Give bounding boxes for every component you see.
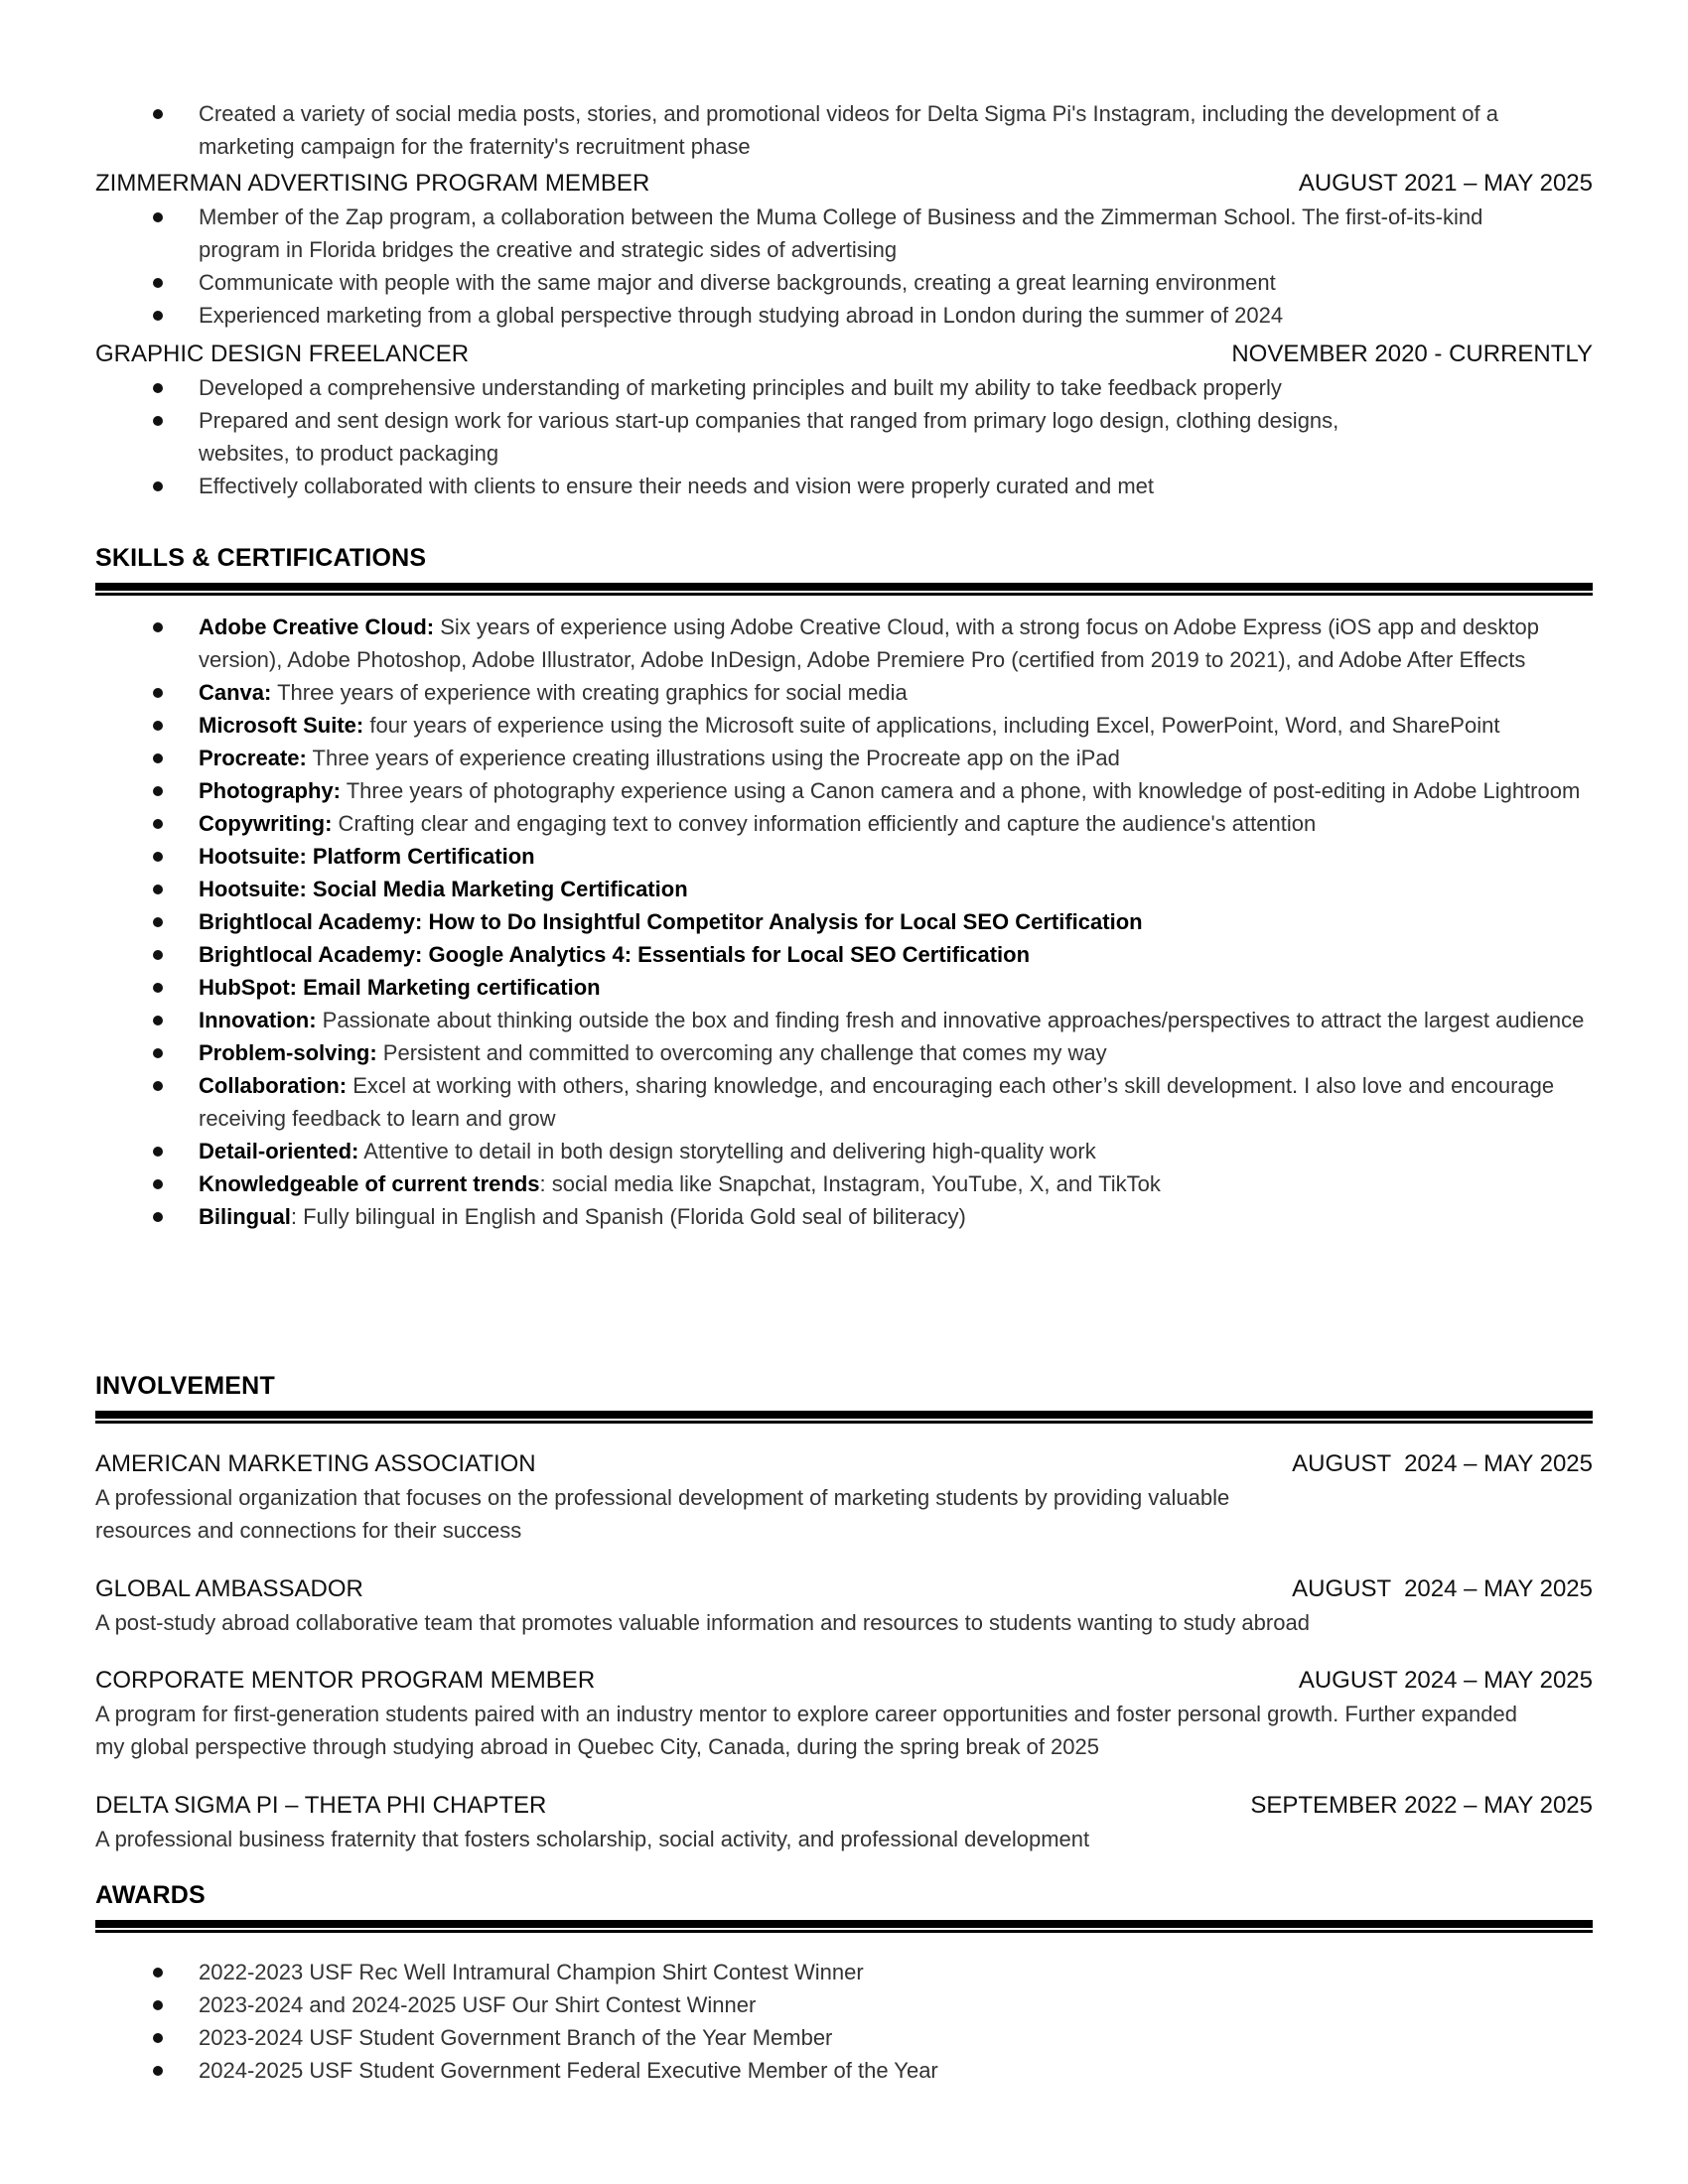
role-date: NOVEMBER 2020 - CURRENTLY — [1231, 341, 1593, 367]
skill-item — [95, 807, 1593, 840]
role-title: CORPORATE MENTOR PROGRAM MEMBER — [95, 1667, 596, 1694]
role-header — [95, 1572, 1593, 1606]
skills-list — [95, 611, 1593, 1233]
involvement-description: A professional organization that focuses on the professional development of marketing students by providing valuable resources and connections for their success — [95, 1485, 1230, 1543]
skill-description: four years of experience using the Microsoft suite of applications, including Excel, PowerPoint, Word, and SharePoint — [363, 713, 1500, 738]
skill-item — [95, 840, 1593, 873]
skill-label: Innovation: — [199, 1008, 317, 1032]
role-title: AMERICAN MARKETING ASSOCIATION — [95, 1450, 536, 1477]
involvement-description: A program for first-generation students paired with an industry mentor to explore career opportunities and foster personal growth. Further expanded my global perspective through studying abroad in Quebec City, Canada, during the spring break of 2025 — [95, 1702, 1517, 1759]
skill-label: Brightlocal Academy: Google Analytics 4: Essentials for Local SEO Certification — [199, 942, 1031, 967]
list-item: Member of the Zap program, a collaboration between the Muma College of Business and the Zimmerman School. The first-of-its-kind program in Florida bridges the creative and strategic sides of advertising — [95, 201, 1593, 266]
role-header — [95, 1664, 1593, 1698]
skill-label: Canva: — [199, 680, 272, 705]
skill-label: Photography: — [199, 778, 341, 803]
skill-label: Procreate: — [199, 746, 307, 770]
skill-item — [95, 1167, 1593, 1200]
top-continuation — [95, 97, 1593, 163]
skill-item — [95, 709, 1593, 742]
skills-section — [95, 544, 1593, 1233]
involvement-item — [95, 1789, 1593, 1855]
skill-label: Bilingual — [199, 1204, 291, 1229]
skill-label: Microsoft Suite: — [199, 713, 364, 738]
role-date: SEPTEMBER 2022 – MAY 2025 — [1250, 1792, 1593, 1819]
experience-zimmerman — [95, 167, 1593, 332]
skill-description: Attentive to detail in both design storytelling and delivering high-quality work — [358, 1139, 1096, 1163]
role-title: GRAPHIC DESIGN FREELANCER — [95, 341, 470, 367]
list-item: 2023-2024 USF Student Government Branch of the Year Member — [95, 2021, 1593, 2054]
skill-description: : Fully bilingual in English and Spanish (Florida Gold seal of biliteracy) — [290, 1204, 966, 1229]
role-header — [95, 338, 1593, 371]
role-date: AUGUST 2024 – MAY 2025 — [1292, 1575, 1593, 1602]
list-item: Prepared and sent design work for various start-up companies that ranged from primary logo design, clothing designs, websites, to product packaging — [95, 404, 1593, 470]
role-header — [95, 1789, 1593, 1823]
experience-freelancer — [95, 338, 1593, 502]
skill-label: Adobe Creative Cloud: — [199, 614, 435, 639]
skill-description: Three years of experience with creating graphics for social media — [271, 680, 908, 705]
skill-item — [95, 1069, 1593, 1135]
skill-item — [95, 938, 1593, 971]
role-title: ZIMMERMAN ADVERTISING PROGRAM MEMBER — [95, 170, 650, 197]
skill-label: Problem-solving: — [199, 1040, 377, 1065]
skill-item — [95, 905, 1593, 938]
skill-item — [95, 1135, 1593, 1167]
role-header — [95, 1447, 1593, 1481]
skill-item — [95, 873, 1593, 905]
role-header — [95, 167, 1593, 201]
list-item: Communicate with people with the same major and diverse backgrounds, creating a great learning environment — [95, 266, 1593, 299]
section-heading: INVOLVEMENT — [95, 1372, 275, 1400]
section-divider — [95, 583, 1593, 597]
skill-description: Six years of experience using Adobe Creative Cloud, with a strong focus on Adobe Express (iOS app and desktop version), Adobe Photoshop, Adobe Illustrator, Adobe InDesign, Adobe Premiere Pro (certified from 2019 to 2021), and Adobe After Effects — [199, 614, 1540, 672]
skill-description: Crafting clear and engaging text to convey information efficiently and capture the audience's attention — [332, 811, 1317, 836]
role-date: AUGUST 2024 – MAY 2025 — [1298, 1667, 1593, 1694]
section-divider — [95, 1920, 1593, 1934]
role-title: DELTA SIGMA PI – THETA PHI CHAPTER — [95, 1792, 547, 1819]
skill-item — [95, 774, 1593, 807]
list-item: 2024-2025 USF Student Government Federal Executive Member of the Year — [95, 2054, 1593, 2087]
section-divider — [95, 1411, 1593, 1425]
involvement-description: A professional business fraternity that fosters scholarship, social activity, and professional development — [95, 1827, 1090, 1851]
skill-item — [95, 742, 1593, 774]
skill-item — [95, 1036, 1593, 1069]
list-item: 2022-2023 USF Rec Well Intramural Champion Shirt Contest Winner — [95, 1956, 1593, 1988]
skill-label: Brightlocal Academy: How to Do Insightful Competitor Analysis for Local SEO Certification — [199, 909, 1143, 934]
skill-label: Hootsuite: Platform Certification — [199, 844, 535, 869]
skill-item — [95, 1004, 1593, 1036]
list-item: Created a variety of social media posts, stories, and promotional videos for Delta Sigma Pi's Instagram, including the development of a marketing campaign for the fraternity's recruitment phase — [95, 97, 1565, 163]
section-heading: SKILLS & CERTIFICATIONS — [95, 544, 427, 572]
list-item: Experienced marketing from a global perspective through studying abroad in London during the summer of 2024 — [95, 299, 1593, 332]
skill-label: Detail-oriented: — [199, 1139, 359, 1163]
list-item: Effectively collaborated with clients to ensure their needs and vision were properly curated and met — [95, 470, 1593, 502]
skill-item — [95, 611, 1593, 676]
involvement-section — [95, 1372, 1593, 1425]
skill-label: Knowledgeable of current trends — [199, 1171, 540, 1196]
involvement-description: A post-study abroad collaborative team that promotes valuable information and resources to students wanting to study abroad — [95, 1610, 1310, 1635]
skill-item — [95, 676, 1593, 709]
skill-item — [95, 971, 1593, 1004]
skill-description: : social media like Snapchat, Instagram, YouTube, X, and TikTok — [539, 1171, 1161, 1196]
list-item: Developed a comprehensive understanding of marketing principles and built my ability to take feedback properly — [95, 371, 1593, 404]
awards-section — [95, 1881, 1593, 2087]
skill-description: Three years of photography experience using a Canon camera and a phone, with knowledge of post-editing in Adobe Lightroom — [341, 778, 1581, 803]
skill-label: Collaboration: — [199, 1073, 348, 1098]
skill-description: Three years of experience creating illustrations using the Procreate app on the iPad — [306, 746, 1120, 770]
involvement-item — [95, 1572, 1593, 1639]
skill-description: Passionate about thinking outside the box and finding fresh and innovative approaches/perspectives to attract the largest audience — [316, 1008, 1585, 1032]
skill-label: Copywriting: — [199, 811, 333, 836]
involvement-item — [95, 1664, 1593, 1763]
skill-label: Hootsuite: Social Media Marketing Certification — [199, 877, 688, 901]
skill-description: Persistent and committed to overcoming any challenge that comes my way — [376, 1040, 1107, 1065]
skill-label: HubSpot: Email Marketing certification — [199, 975, 601, 1000]
role-date: AUGUST 2021 – MAY 2025 — [1298, 170, 1593, 197]
role-title: GLOBAL AMBASSADOR — [95, 1575, 363, 1602]
skill-item — [95, 1200, 1593, 1233]
list-item: 2023-2024 and 2024-2025 USF Our Shirt Contest Winner — [95, 1988, 1593, 2021]
skill-description: Excel at working with others, sharing knowledge, and encouraging each other’s skill development. I also love and encourage receiving feedback to learn and grow — [199, 1073, 1555, 1131]
involvement-item — [95, 1447, 1593, 1547]
role-date: AUGUST 2024 – MAY 2025 — [1292, 1450, 1593, 1477]
section-heading: AWARDS — [95, 1881, 206, 1909]
